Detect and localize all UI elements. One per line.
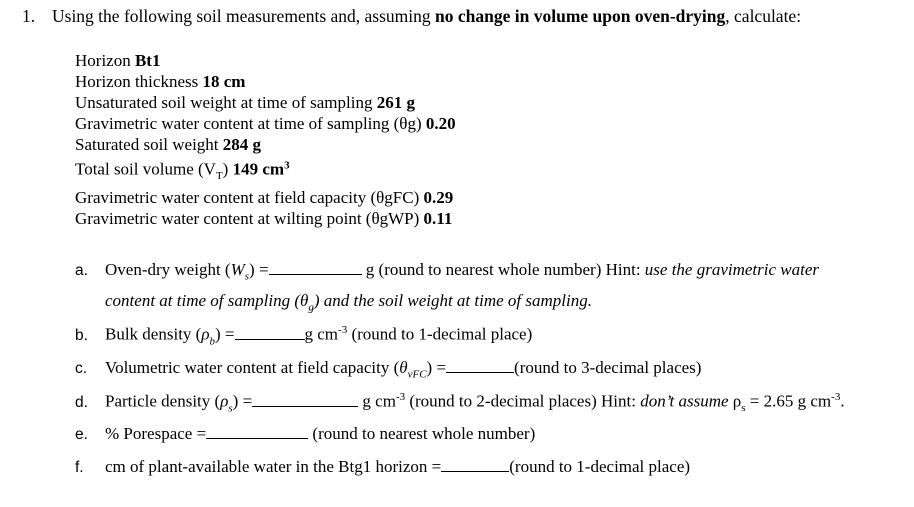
part-text: ) = xyxy=(249,260,269,279)
part-f xyxy=(75,457,690,477)
part-text: ) = xyxy=(215,324,235,344)
measurement-label: Horizon thickness xyxy=(75,72,203,91)
measurement-label: Gravimetric water content at field capacity (θgFC) xyxy=(75,188,424,208)
hint-value: = 2.65 g cm xyxy=(745,391,832,411)
measurement-label-end: ) xyxy=(222,159,233,179)
part-label: e. xyxy=(75,426,88,443)
part-text: Oven-dry weight ( xyxy=(105,260,231,279)
part-label: b. xyxy=(75,326,88,344)
answer-blank[interactable] xyxy=(252,392,358,407)
part-c xyxy=(75,358,701,380)
answer-blank[interactable] xyxy=(269,260,362,275)
hint-text: use the gravimetric water xyxy=(644,260,820,279)
part-text: (round to 1-decimal place) xyxy=(509,457,691,476)
hint-text: content at time of sampling (θ xyxy=(105,291,309,310)
measurement-saturated-weight xyxy=(75,134,456,155)
measurement-value: 0.29 xyxy=(423,188,454,208)
symbol-subscript: s xyxy=(741,402,746,415)
unit-superscript: -3 xyxy=(831,391,841,403)
measurement-field-capacity xyxy=(75,187,456,208)
measurement-value: 0.11 xyxy=(423,209,453,229)
measurement-water-content-sampling xyxy=(75,113,456,134)
measurement-wilting-point xyxy=(75,208,456,229)
measurement-label: Unsaturated soil weight at time of sampling xyxy=(75,93,377,112)
symbol: ρ xyxy=(220,391,229,411)
measurement-label: Horizon xyxy=(75,51,135,70)
part-text: Volumetric water content at field capacity ( xyxy=(105,358,400,377)
part-label: c. xyxy=(75,360,88,377)
measurement-value: 149 cm xyxy=(232,159,285,179)
symbol-subscript: g xyxy=(308,301,314,314)
unit-superscript: -3 xyxy=(338,324,348,336)
question-intro: Using the following soil measurements and, assuming xyxy=(52,6,436,26)
measurement-label: Gravimetric water content at time of sampling (θg) xyxy=(75,114,426,133)
part-text: Particle density ( xyxy=(105,391,221,411)
part-text: Bulk density ( xyxy=(105,324,202,344)
measurement-value: 18 cm xyxy=(202,72,246,91)
measurement-value: 284 g xyxy=(222,135,262,154)
question-heading xyxy=(22,6,801,27)
symbol-subscript: s xyxy=(244,270,250,283)
symbol-subscript: vFC xyxy=(407,368,427,381)
measurement-thickness xyxy=(75,71,456,92)
period: . xyxy=(840,391,845,411)
part-text: g (round to nearest whole number) Hint: xyxy=(361,260,645,279)
question-end: , calculate: xyxy=(725,6,802,26)
question-bold-text: no change in volume upon oven-drying xyxy=(435,6,726,26)
unit-text: g cm xyxy=(304,324,339,344)
answer-blank[interactable] xyxy=(235,325,305,340)
hint-text: ) and the soil weight at time of sampling. xyxy=(313,291,592,310)
measurement-label: Gravimetric water content at wilting point (θgWP) xyxy=(75,209,424,229)
answer-blank[interactable] xyxy=(441,457,509,472)
unit-superscript: -3 xyxy=(395,391,406,403)
part-label: f. xyxy=(75,459,84,476)
part-label: a. xyxy=(75,262,88,279)
hint-text: don’t assume xyxy=(640,391,729,411)
part-text: ) = xyxy=(232,391,253,411)
symbol-subscript: s xyxy=(228,402,233,415)
measurement-subscript: T xyxy=(215,170,223,183)
measurement-superscript: 3 xyxy=(284,159,290,171)
measurement-total-volume xyxy=(75,155,456,187)
hint-symbol: ρ xyxy=(728,391,742,411)
part-text: cm of plant-available water in the Btg1 horizon = xyxy=(105,457,442,476)
part-label: d. xyxy=(75,393,88,411)
part-a xyxy=(75,260,819,282)
measurement-unsaturated-weight xyxy=(75,92,456,113)
measurement-horizon xyxy=(75,50,456,71)
symbol: ρ xyxy=(201,324,210,344)
part-text: (round to 2-decimal places) Hint: xyxy=(405,391,641,411)
measurement-value: 261 g xyxy=(376,93,415,112)
part-b xyxy=(75,324,532,347)
measurement-value: Bt1 xyxy=(134,51,161,70)
symbol: θ xyxy=(399,358,408,377)
answer-blank[interactable] xyxy=(446,358,514,373)
part-text: (round to 1-decimal place) xyxy=(347,324,533,344)
unit-text: g cm xyxy=(358,391,396,411)
part-text: ) = xyxy=(426,358,447,377)
part-text: (round to nearest whole number) xyxy=(308,424,536,443)
measurement-value: 0.20 xyxy=(425,114,456,133)
part-d xyxy=(75,391,845,414)
measurement-label: Saturated soil weight xyxy=(75,135,223,154)
question-number: 1. xyxy=(22,6,36,26)
part-a-continuation xyxy=(105,291,592,313)
symbol: W xyxy=(230,260,245,279)
answer-blank[interactable] xyxy=(206,424,308,439)
measurement-label: Total soil volume (V xyxy=(75,159,216,179)
measurements-block xyxy=(75,50,456,229)
part-text: % Porespace = xyxy=(105,424,207,443)
part-e xyxy=(75,424,535,444)
symbol-subscript: b xyxy=(209,335,216,348)
part-text: (round to 3-decimal places) xyxy=(514,358,702,377)
